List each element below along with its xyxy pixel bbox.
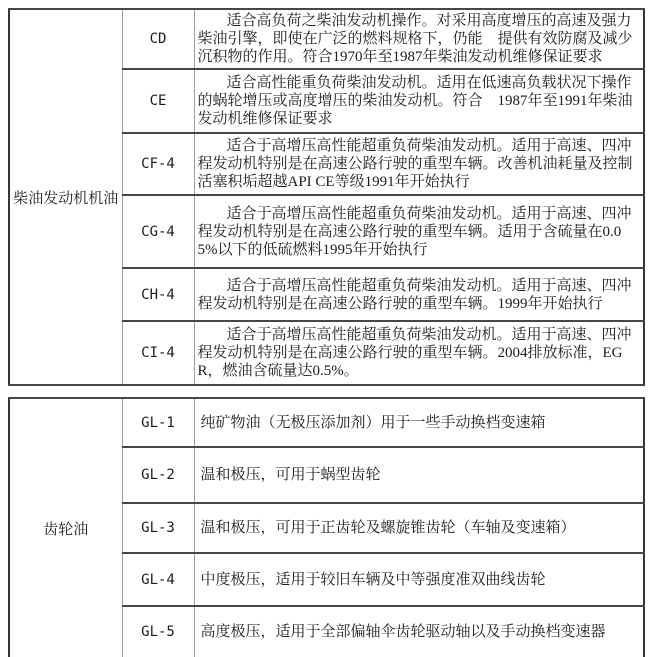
description-cell-cd: 适合高负荷之柴油发动机操作。对采用高度增压的高速及强力柴油引擎，即使在广泛的燃料规格下，仍能 提供有效防腐及减少沉积物的作用。符合1970年至1987年柴油发动机维修保证要求: [194, 9, 644, 69]
code-cell-gl3: GL-3: [122, 503, 194, 553]
code-cell-cg4: CG-4: [122, 195, 194, 268]
description-cell-gl4: 中度极压，适用于较旧车辆及中等强度准双曲线齿轮: [194, 553, 644, 606]
code-cell-ch4: CH-4: [122, 268, 194, 321]
category-cell-gear: 齿轮油: [9, 398, 122, 657]
description-cell-gl5: 高度极压，适用于全部偏轴伞齿轮驱动轴以及手动换档变速器: [194, 606, 644, 657]
code-cell-gl1: GL-1: [122, 398, 194, 447]
code-cell-gl5: GL-5: [122, 606, 194, 657]
code-cell-cd: CD: [122, 9, 194, 69]
description-cell-gl3: 温和极压，可用于正齿轮及螺旋锥齿轮（车轴及变速箱）: [194, 503, 644, 553]
description-cell-cg4: 适合于高增压高性能超重负荷柴油发动机。适用于高速、四冲程发动机特别是在高速公路行驶的重型车辆。适用于含硫量在0.05%以下的低硫燃料1995年开始执行: [194, 195, 644, 268]
code-cell-ce: CE: [122, 69, 194, 133]
table-row: [9, 9, 644, 69]
code-cell-ci4: CI-4: [122, 321, 194, 385]
diesel-oil-table: [8, 8, 645, 386]
code-cell-gl4: GL-4: [122, 553, 194, 606]
code-cell-gl2: GL-2: [122, 447, 194, 503]
description-cell-ce: 适合高性能重负荷柴油发动机。适用在低速高负载状况下操作的蜗轮增压或高度增压的柴油发动机。符合 1987年至1991年柴油发动机维修保证要求: [194, 69, 644, 133]
code-cell-cf4: CF-4: [122, 133, 194, 195]
description-cell-ch4: 适合于高增压高性能超重负荷柴油发动机。适用于高速、四冲程发动机特别是在高速公路行驶的重型车辆。1999年开始执行: [194, 268, 644, 321]
gear-oil-table: [8, 397, 645, 657]
table-row: [9, 398, 644, 447]
description-cell-gl2: 温和极压，可用于蜗型齿轮: [194, 447, 644, 503]
description-cell-ci4: 适合于高增压高性能超重负荷柴油发动机。适用于高速、四冲程发动机特别是在高速公路行驶的重型车辆。2004排放标准，EGR，燃油含硫量达0.5%。: [194, 321, 644, 385]
category-cell-diesel: 柴油发动机机油: [9, 9, 122, 385]
description-cell-gl1: 纯矿物油（无极压添加剂）用于一些手动换档变速箱: [194, 398, 644, 447]
description-cell-cf4: 适合于高增压高性能超重负荷柴油发动机。适用于高速、四冲程发动机特别是在高速公路行驶的重型车辆。改善机油耗量及控制活塞积垢超越API CE等级1991年开始执行: [194, 133, 644, 195]
